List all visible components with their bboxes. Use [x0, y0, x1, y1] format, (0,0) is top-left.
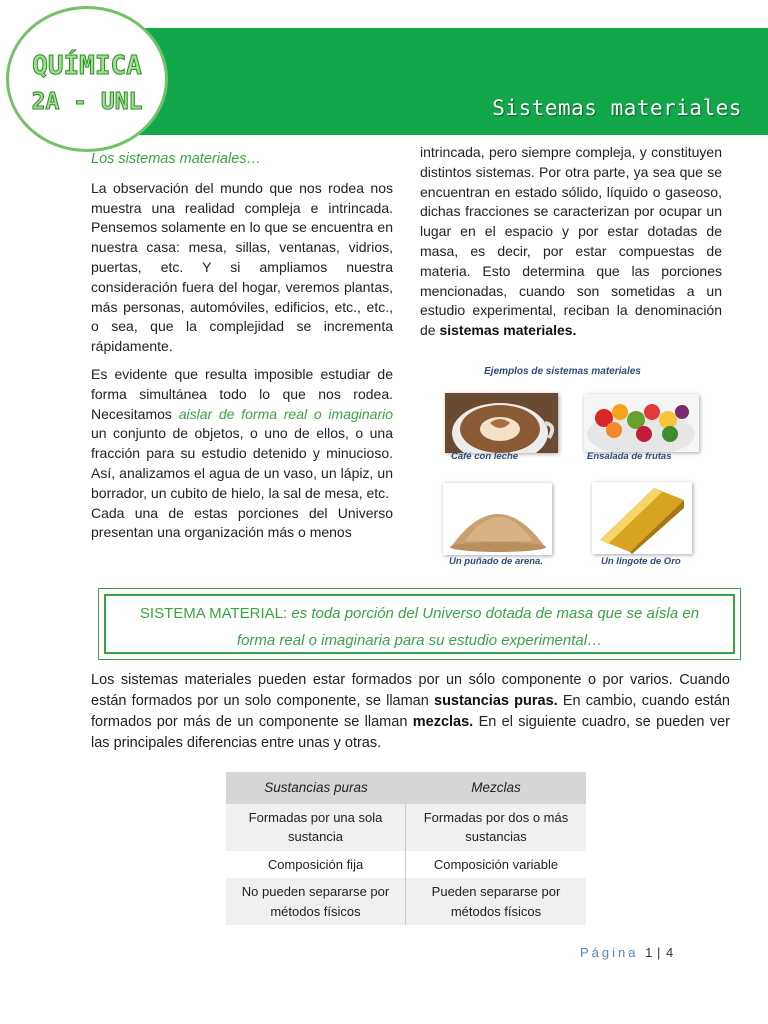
- paragraph-text: En el siguiente cuadro, se pueden ver las principales diferencias entre unas y otras.: [91, 714, 730, 751]
- comparison-table: [226, 772, 586, 925]
- table-row: [226, 851, 586, 879]
- page-footer: [580, 945, 673, 960]
- table-header: Sustancias puras: [226, 772, 406, 804]
- gold-bar-image: [592, 482, 692, 554]
- paragraph-text: un conjunto de objetos, o uno de ellos, o una fracción para su estudio detenido y minucioso. Así, analizamos el agua de un vaso, un lápiz, un borrador, un cubito de hielo, la sal de mesa, etc.: [91, 425, 393, 501]
- definition-body: es toda porción del Universo dotada de masa que se aísla en forma real o imaginaria para su estudio experimental…: [236, 605, 700, 649]
- coffee-image: [445, 393, 558, 453]
- paragraph-text: Es evidente que resulta imposible estudiar de forma simultánea todo lo que nos rodea. Necesitamos: [91, 365, 393, 422]
- example-label: Un lingote de Oro: [601, 556, 681, 567]
- paragraph: [91, 670, 730, 754]
- definition-box: [98, 588, 741, 660]
- paragraph: [420, 143, 722, 341]
- intro-subtitle: Los sistemas materiales…: [91, 151, 262, 167]
- fruit-salad-image: [584, 394, 699, 452]
- examples-caption: Ejemplos de sistemas materiales: [484, 366, 641, 377]
- emphasis-text: aislar de forma real o imaginario: [178, 405, 394, 422]
- bold-term: sustancias puras.: [434, 693, 558, 709]
- page-word: Página: [580, 945, 639, 960]
- definition-term: SISTEMA MATERIAL:: [139, 605, 288, 622]
- table-header: Mezclas: [406, 772, 586, 804]
- table-header-row: [226, 772, 586, 804]
- definition-inner-frame: [104, 594, 735, 654]
- example-label: Un puñado de arena.: [449, 556, 543, 567]
- page-separator: |: [652, 945, 666, 960]
- paragraph-text: En cambio, cuando están formados por más de un componente se llaman: [91, 693, 730, 730]
- section-title: Sistemas materiales: [492, 96, 742, 120]
- paragraph: Cada una de estas porciones del Universo presentan una organización más o menos: [91, 504, 393, 541]
- paragraph: [91, 365, 393, 504]
- sand-image: [443, 483, 552, 555]
- left-column: [91, 150, 393, 551]
- logo-subtitle: 2A - UNL: [31, 89, 143, 115]
- example-label: Café con leche: [451, 451, 519, 462]
- definition-text: [120, 600, 719, 654]
- page-total: 4: [665, 945, 674, 960]
- table-row: [226, 878, 586, 925]
- bold-term: mezclas.: [412, 714, 474, 730]
- table-cell: No pueden separarse por métodos físicos: [226, 878, 406, 925]
- logo: [6, 6, 168, 152]
- paragraph-text: Los sistemas materiales pueden estar formados por un sólo componente o por varios. Cuando están formados por un solo componente, se llaman: [91, 672, 730, 709]
- body-paragraph: [91, 670, 730, 754]
- table-cell: Pueden separarse por métodos físicos: [406, 878, 586, 925]
- right-column: [420, 143, 722, 341]
- paragraph-text: intrincada, pero siempre compleja, y constituyen distintos sistemas. Por otra parte, ya sea que se encuentran en estado sólido, líquido o gaseoso, dichas fracciones se caracterizan por ocupar un lugar en el espacio y por estar dotadas de masa, es decir, por estar compuestas de materia. Esto determina que las porciones mencionadas, cuando son sometidas a un estudio experimental, reciban la denominación de: [420, 144, 722, 339]
- table-cell: Composición fija: [226, 851, 406, 879]
- table-cell: Formadas por dos o más sustancias: [406, 804, 586, 851]
- paragraph: La observación del mundo que nos rodea nos muestra una realidad compleja e intrincada. Pensemos solamente en lo que se encuentra en nuestra casa: mesa, sillas, ventanas, vidrios, puertas, etc. Y si ampliamos nuestra consideración fuera del hogar, veremos plantas, más personas, automóviles, edificios, etc., etc., o sea, que la complejidad se incrementa rápidamente.: [91, 179, 393, 355]
- table-cell: Formadas por una sola sustancia: [226, 804, 406, 851]
- bold-term: sistemas materiales.: [439, 322, 577, 339]
- logo-title: QUÍMICA: [32, 51, 142, 81]
- page-number: 1: [645, 945, 653, 960]
- table-row: [226, 804, 586, 851]
- example-label: Ensalada de frutas: [587, 451, 672, 462]
- table-cell: Composición variable: [406, 851, 586, 879]
